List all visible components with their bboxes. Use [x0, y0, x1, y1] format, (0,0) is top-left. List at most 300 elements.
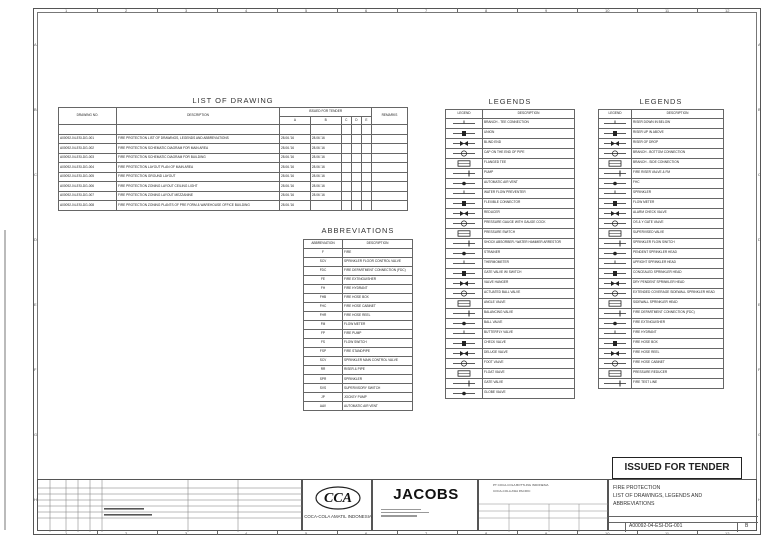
angle-valve-icon [451, 300, 477, 307]
client-logo-box [302, 479, 372, 531]
grid-column-number: 3 [185, 531, 188, 536]
legend-description-cell: GATE VALVE [483, 378, 575, 388]
issue-date-cell [351, 172, 361, 182]
arrestor-icon [451, 240, 477, 247]
consultant-address [381, 507, 471, 519]
abbreviation-cell: FE [304, 275, 343, 284]
abbreviation-row [304, 375, 413, 384]
issued-for-tender-stamp: ISSUED FOR TENDER [612, 457, 742, 479]
issue-date-cell: 28.06.'16 [280, 144, 311, 154]
legend-row [446, 228, 575, 238]
legend-symbol-cell [599, 148, 632, 158]
legend-symbol-cell [599, 198, 632, 208]
col-sub: A [280, 116, 311, 125]
legend-symbol-cell [599, 248, 632, 258]
grid-row-letter: H [758, 496, 761, 502]
legend-description-cell: BALANCING VALVE [483, 308, 575, 318]
abbreviation-cell: FHC [304, 302, 343, 311]
col-sub: C [341, 116, 351, 125]
legend-description-cell: FIRE TEST LINE [632, 378, 724, 388]
grid-column-number: 5 [305, 531, 308, 536]
issue-date-cell [362, 134, 372, 144]
legend-symbol-cell [446, 288, 483, 298]
legend-row [599, 118, 724, 128]
drawing-number-cell: A00092-04-ESI-DG-002 [59, 144, 117, 154]
branch-tee-icon [451, 120, 477, 127]
abbreviation-row [304, 320, 413, 329]
abbreviation-cell: F [304, 248, 343, 257]
legend-symbol-cell [446, 338, 483, 348]
grid-column-number: 12 [725, 531, 730, 536]
grid-row-letter: A [34, 42, 37, 48]
issue-date-cell: 28.06.'16 [310, 191, 341, 201]
issue-date-cell [341, 134, 351, 144]
issue-date-cell [310, 201, 341, 211]
legend-symbol-cell [446, 188, 483, 198]
issue-date-cell [362, 172, 372, 182]
legend-row [599, 148, 724, 158]
grid-row-letter: C [34, 172, 37, 178]
legend-symbol-cell [599, 278, 632, 288]
drawing-title-line-1: FIRE PROTECTION [613, 485, 661, 491]
col-legend-description: DESCRIPTION [632, 110, 724, 119]
list-of-drawing-title: LIST OF DRAWING [192, 96, 274, 105]
legend-symbol-cell [446, 208, 483, 218]
legend-symbol-cell [599, 238, 632, 248]
abbreviation-row [304, 402, 413, 411]
legend-description-cell: FOOT VALVE [483, 358, 575, 368]
abbreviation-description-cell: FIRE HOSE BOX [343, 293, 413, 302]
side-notes [3, 230, 11, 530]
grid-row-letter: E [758, 301, 761, 307]
legend-description-cell: RISER OF DROP [632, 138, 724, 148]
issue-date-cell [341, 172, 351, 182]
sidewall-icon [602, 290, 628, 297]
legend-description-cell: WATER FLOW PREVENTER [483, 188, 575, 198]
legend-description-cell: GLOBE VALVE [483, 388, 575, 398]
grid-row-letter: B [34, 107, 37, 113]
issue-date-cell: 28.06.'16 [280, 134, 311, 144]
abbreviation-row [304, 302, 413, 311]
dry-pendent-icon [602, 280, 628, 287]
drawing-description-cell: FIRE PROTECTION SCHEMATIC DIAGRAM FOR BUILDING [117, 153, 280, 163]
gate-valve-switch-icon [451, 270, 477, 277]
legend-row [446, 218, 575, 228]
legend-symbol-cell [599, 168, 632, 178]
legend-symbol-cell [446, 348, 483, 358]
abbreviation-row [304, 284, 413, 293]
grid-column-number: 7 [425, 531, 428, 536]
col-description: DESCRIPTION [117, 108, 280, 125]
legends-1-title: LEGENDS [488, 97, 532, 106]
legend-symbol-cell [446, 308, 483, 318]
legend-row [446, 148, 575, 158]
strainer-icon [451, 250, 477, 257]
pressure-switch-icon [451, 230, 477, 237]
abbreviations-table [303, 239, 413, 411]
legend-row [446, 128, 575, 138]
legend-row [599, 238, 724, 248]
legend-row [446, 118, 575, 128]
abbreviation-cell: SCV [304, 357, 343, 366]
client-name: COCA-COLA AMATIL INDONESIA [304, 514, 372, 519]
grid-row-letter: A [758, 42, 761, 48]
abbreviation-cell: SVS [304, 384, 343, 393]
legend-row [446, 258, 575, 268]
abbreviation-cell: FS [304, 339, 343, 348]
coupling-icon [451, 200, 477, 207]
legend-description-cell: ALARM CHECK VALVE [632, 208, 724, 218]
grid-row-letter: G [758, 431, 762, 437]
legend-description-cell: STRAINER [483, 248, 575, 258]
remarks-cell [371, 163, 407, 173]
issue-date-cell [351, 153, 361, 163]
grid-column-number: 1 [65, 8, 68, 13]
col-drawing-no: DRAWING NO. [59, 108, 117, 125]
foot-valve-icon [451, 360, 477, 367]
drawing-row [59, 172, 408, 182]
legend-description-cell: FLOAT VALVE [483, 368, 575, 378]
legend-description-cell: FIRE HOSE CABINET [632, 358, 724, 368]
float-valve-icon [451, 370, 477, 377]
abbreviation-row [304, 366, 413, 375]
os-y-valve-icon [602, 220, 628, 227]
issue-date-cell: 28.06.'16 [310, 182, 341, 192]
hydrant-icon [602, 330, 628, 337]
grid-column-number: 5 [305, 8, 308, 13]
legend-description-cell: PRESSURE REDUCER [632, 368, 724, 378]
drawing-description-cell: FIRE PROTECTION ZONING LAYOUT MEZZANINE [117, 191, 280, 201]
abbreviation-cell: SPR [304, 375, 343, 384]
extinguisher-icon [602, 320, 628, 327]
abbreviation-row [304, 348, 413, 357]
revision-grid [38, 480, 303, 532]
grid-row-letter: G [34, 431, 38, 437]
grid-column-number: 9 [545, 531, 548, 536]
abbreviation-description-cell: FIRE STANDPIPE [343, 348, 413, 357]
legend-description-cell: SUPERVISED VALVE [632, 228, 724, 238]
issue-date-cell [351, 201, 361, 211]
legend-row [446, 388, 575, 398]
project-label: PT COCA-COLA BOTTLING INDONESIA [493, 483, 549, 487]
issue-date-cell [362, 144, 372, 154]
consultant-logo-box [372, 479, 478, 531]
remarks-cell [371, 201, 407, 211]
legend-row [446, 348, 575, 358]
legend-row [446, 378, 575, 388]
legend-symbol-cell [599, 268, 632, 278]
abbreviation-row [304, 275, 413, 284]
col-abbr-description: DESCRIPTION [343, 240, 413, 249]
issue-date-cell [362, 182, 372, 192]
legend-symbol-cell [446, 228, 483, 238]
legend-row [599, 348, 724, 358]
grid-row-letter: H [34, 496, 37, 502]
legend-description-cell: BRANCH - SIDE CONNECTION [632, 158, 724, 168]
legend-symbol-cell [446, 268, 483, 278]
legend-row [446, 268, 575, 278]
legend-description-cell: CHECK VALVE [483, 338, 575, 348]
supervised-valve-icon [602, 230, 628, 237]
legend-description-cell: SPRINKLER FLOW SWITCH [632, 238, 724, 248]
drawing-number-cell: A00092-04-ESI-DG-007 [59, 191, 117, 201]
legend-symbol-cell [599, 298, 632, 308]
issue-date-cell: 28.06.'16 [310, 172, 341, 182]
legend-row [599, 198, 724, 208]
drawing-title-line-3: ABBREVIATIONS [613, 501, 655, 507]
list-of-drawing-table [58, 107, 408, 211]
abbreviation-cell: FHR [304, 311, 343, 320]
riser-down-icon [602, 120, 628, 127]
drawing-description-cell: FIRE PROTECTION LIST OF DRAWINGS, LEGENDS AND ABBREVIATIONS [117, 134, 280, 144]
legend-row [446, 138, 575, 148]
legend-symbol-cell [446, 298, 483, 308]
legend-row [446, 308, 575, 318]
legend-symbol-cell [599, 178, 632, 188]
air-vent-icon [451, 180, 477, 187]
grid-column-number: 8 [485, 531, 488, 536]
issue-date-cell [362, 201, 372, 211]
flow-switch-icon [602, 240, 628, 247]
issue-date-cell [362, 163, 372, 173]
legend-description-cell: FIRE HYDRANT [632, 328, 724, 338]
grid-column-number: 11 [665, 8, 670, 13]
abbreviation-cell: AAV [304, 402, 343, 411]
legend-row [599, 288, 724, 298]
legend-symbol-cell [446, 248, 483, 258]
legend-description-cell: CONCEALED SPRINKLER HEAD [632, 268, 724, 278]
grid-column-number: 4 [245, 8, 248, 13]
globe-valve-icon [451, 390, 477, 397]
upright-icon [602, 260, 628, 267]
abbreviation-row [304, 293, 413, 302]
col-abbreviation: ABBREVIATION [304, 240, 343, 249]
legend-row [599, 328, 724, 338]
legend-symbol-cell [446, 138, 483, 148]
legend-description-cell: DRY PENDENT SPRINKLER HEAD [632, 278, 724, 288]
abbreviation-description-cell: RISER & PIPE [343, 366, 413, 375]
issue-date-cell [362, 153, 372, 163]
legend-description-cell: BUTTERFLY VALVE [483, 328, 575, 338]
legend-symbol-cell [446, 118, 483, 128]
abbreviation-description-cell: FIRE EXTINGUISHER [343, 275, 413, 284]
legend-description-cell: PENDENT SPRINKLER HEAD [632, 248, 724, 258]
abbreviation-row [304, 311, 413, 320]
issue-date-cell: 28.06.'16 [310, 134, 341, 144]
issue-date-cell [341, 182, 351, 192]
legend-symbol-cell [599, 118, 632, 128]
issue-date-cell [351, 191, 361, 201]
remarks-cell [371, 182, 407, 192]
abbreviation-description-cell: FIRE PUMP [343, 330, 413, 339]
issue-date-cell: 28.06.'16 [280, 172, 311, 182]
legend-description-cell: UPRIGHT SPRINKLER HEAD [632, 258, 724, 268]
legend-symbol-cell [599, 378, 632, 388]
legend-row [599, 208, 724, 218]
legend-description-cell: PRESSURE SWITCH [483, 228, 575, 238]
pressure-reducer-icon [602, 370, 628, 377]
legend-symbol-cell [599, 288, 632, 298]
legend-description-cell: FLANGED TEE [483, 158, 575, 168]
legend-symbol-cell [446, 358, 483, 368]
legend-symbol-cell [446, 378, 483, 388]
legend-row [446, 208, 575, 218]
legend-symbol-cell [446, 158, 483, 168]
drawing-description-cell: FIRE PROTECTION SCHEMATIC DIAGRAM FOR MAIN AREA [117, 144, 280, 154]
legend-row [446, 168, 575, 178]
legend-description-cell: ACTUATED BALL VALVE [483, 288, 575, 298]
abbreviation-row [304, 384, 413, 393]
legend-description-cell: FIRE HOSE REEL [632, 348, 724, 358]
remarks-cell [371, 144, 407, 154]
flow-meter-icon [602, 200, 628, 207]
abbreviation-description-cell: SPRINKLER [343, 375, 413, 384]
drawing-description-cell: FIRE PROTECTION ZONING LAYOUT CEILING LIGHT [117, 182, 280, 192]
abbreviation-description-cell: FIRE [343, 248, 413, 257]
blind-end-icon [451, 140, 477, 147]
remarks-cell [371, 134, 407, 144]
hose-reel-icon [602, 350, 628, 357]
legend-row [599, 298, 724, 308]
pendent-icon [602, 250, 628, 257]
legend-row [446, 338, 575, 348]
legend-row [599, 378, 724, 388]
legend-symbol-cell [599, 368, 632, 378]
col-remarks: REMARKS [371, 108, 407, 125]
legend-row [599, 228, 724, 238]
legend-row [599, 218, 724, 228]
legend-symbol-cell [599, 308, 632, 318]
grid-column-number: 8 [485, 8, 488, 13]
legend-symbol-cell [599, 128, 632, 138]
drawing-description-cell: FIRE PROTECTION GROUND LAYOUT [117, 172, 280, 182]
legend-description-cell: SHOCK ABSORBER / WATER HAMMER ARRESTOR [483, 238, 575, 248]
project-box [478, 479, 608, 531]
legend-row [446, 178, 575, 188]
abbreviation-description-cell: FIRE HOSE CABINET [343, 302, 413, 311]
grid-column-number: 1 [65, 531, 68, 536]
abbreviation-row [304, 357, 413, 366]
legend-symbol-cell [446, 368, 483, 378]
issue-date-cell [351, 134, 361, 144]
abbreviation-cell: FSP [304, 348, 343, 357]
drawing-number-cell: A00092-04-ESI-DG-008 [59, 201, 117, 211]
alarm-check-icon [602, 210, 628, 217]
drawing-number: A00092-04-ESI-DG-001 [629, 523, 683, 529]
legend-description-cell: RISER DOWN IN BELOW [632, 118, 724, 128]
legend-description-cell: ANGLE VALVE [483, 298, 575, 308]
union-icon [451, 130, 477, 137]
col-sub: D [351, 116, 361, 125]
legend-row [446, 358, 575, 368]
legend-description-cell: REDUCER [483, 208, 575, 218]
issue-date-cell [362, 191, 372, 201]
concealed-icon [602, 270, 628, 277]
flanged-tee-icon [451, 160, 477, 167]
col-issued: ISSUED FOR TENDER [280, 108, 372, 117]
abbreviation-cell: JP [304, 393, 343, 402]
remarks-cell [371, 191, 407, 201]
issue-date-cell: 28.06.'16 [310, 163, 341, 173]
drawing-row [59, 144, 408, 154]
abbreviation-description-cell: FLOW METER [343, 320, 413, 329]
drawing-row [59, 191, 408, 201]
legend-symbol-cell [446, 328, 483, 338]
drawing-row [59, 163, 408, 173]
grid-column-number: 11 [665, 531, 670, 536]
gate-valve-icon [451, 380, 477, 387]
cap-icon [451, 150, 477, 157]
legend-symbol-cell [599, 208, 632, 218]
grid-row-letter: C [758, 172, 761, 178]
legend-row [599, 168, 724, 178]
grid-column-number: 3 [185, 8, 188, 13]
legend-symbol-cell [446, 238, 483, 248]
col-sub: B [310, 116, 341, 125]
hanger-icon [451, 280, 477, 287]
legend-symbol-cell [599, 138, 632, 148]
drawing-row [59, 153, 408, 163]
grid-column-number: 2 [125, 531, 128, 536]
issue-date-cell [341, 191, 351, 201]
deluge-valve-icon [451, 350, 477, 357]
legend-symbol-cell [446, 168, 483, 178]
legends-2-table [598, 109, 724, 389]
legend-symbol-cell [446, 258, 483, 268]
spr-icon [602, 190, 628, 197]
check-valve-icon [451, 340, 477, 347]
abbreviations-title: ABBREVIATIONS [321, 226, 395, 235]
abbreviation-cell: SCV [304, 257, 343, 266]
grid-column-number: 10 [605, 531, 610, 536]
legend-description-cell: OS & Y GATE VALVE [632, 218, 724, 228]
project-grid [479, 480, 609, 532]
hose-box-icon [602, 340, 628, 347]
legend-description-cell: THERMOMETER [483, 258, 575, 268]
legend-row [446, 368, 575, 378]
legend-symbol-cell [599, 348, 632, 358]
abbreviation-description-cell: SUPERVISORY SWITCH [343, 384, 413, 393]
legend-description-cell: GATE VALVE W/ SWITCH [483, 268, 575, 278]
legend-symbol-cell [599, 218, 632, 228]
legend-row [446, 188, 575, 198]
issue-date-cell [351, 163, 361, 173]
test-line-icon [602, 380, 628, 387]
legend-description-cell: UNION [483, 128, 575, 138]
issue-date-cell [341, 153, 351, 163]
legend-row [599, 188, 724, 198]
abbreviation-description-cell: FLOW SWITCH [343, 339, 413, 348]
drawing-title-line-2: LIST OF DRAWINGS, LEGENDS AND [613, 493, 703, 499]
grid-column-number: 7 [425, 8, 428, 13]
legend-row [446, 248, 575, 258]
legend-description-cell: BRANCH - TEE CONNECTION [483, 118, 575, 128]
legend-symbol-cell [599, 358, 632, 368]
legend-symbol-cell [599, 228, 632, 238]
abbreviation-row [304, 339, 413, 348]
legend-description-cell: FHC [632, 178, 724, 188]
legend-row [446, 298, 575, 308]
jacobs-logo: JACOBS [393, 486, 459, 503]
issue-date-cell: 28.06.'16 [280, 182, 311, 192]
legends-2-title: LEGENDS [639, 97, 683, 106]
pump-icon [451, 170, 477, 177]
legend-description-cell: CAP ON THE END OF PIPE [483, 148, 575, 158]
abbreviation-description-cell: SPRINKLER MAIN CONTROL VALVE [343, 357, 413, 366]
legend-row [599, 158, 724, 168]
legend-symbol-cell [599, 338, 632, 348]
legend-row [446, 288, 575, 298]
